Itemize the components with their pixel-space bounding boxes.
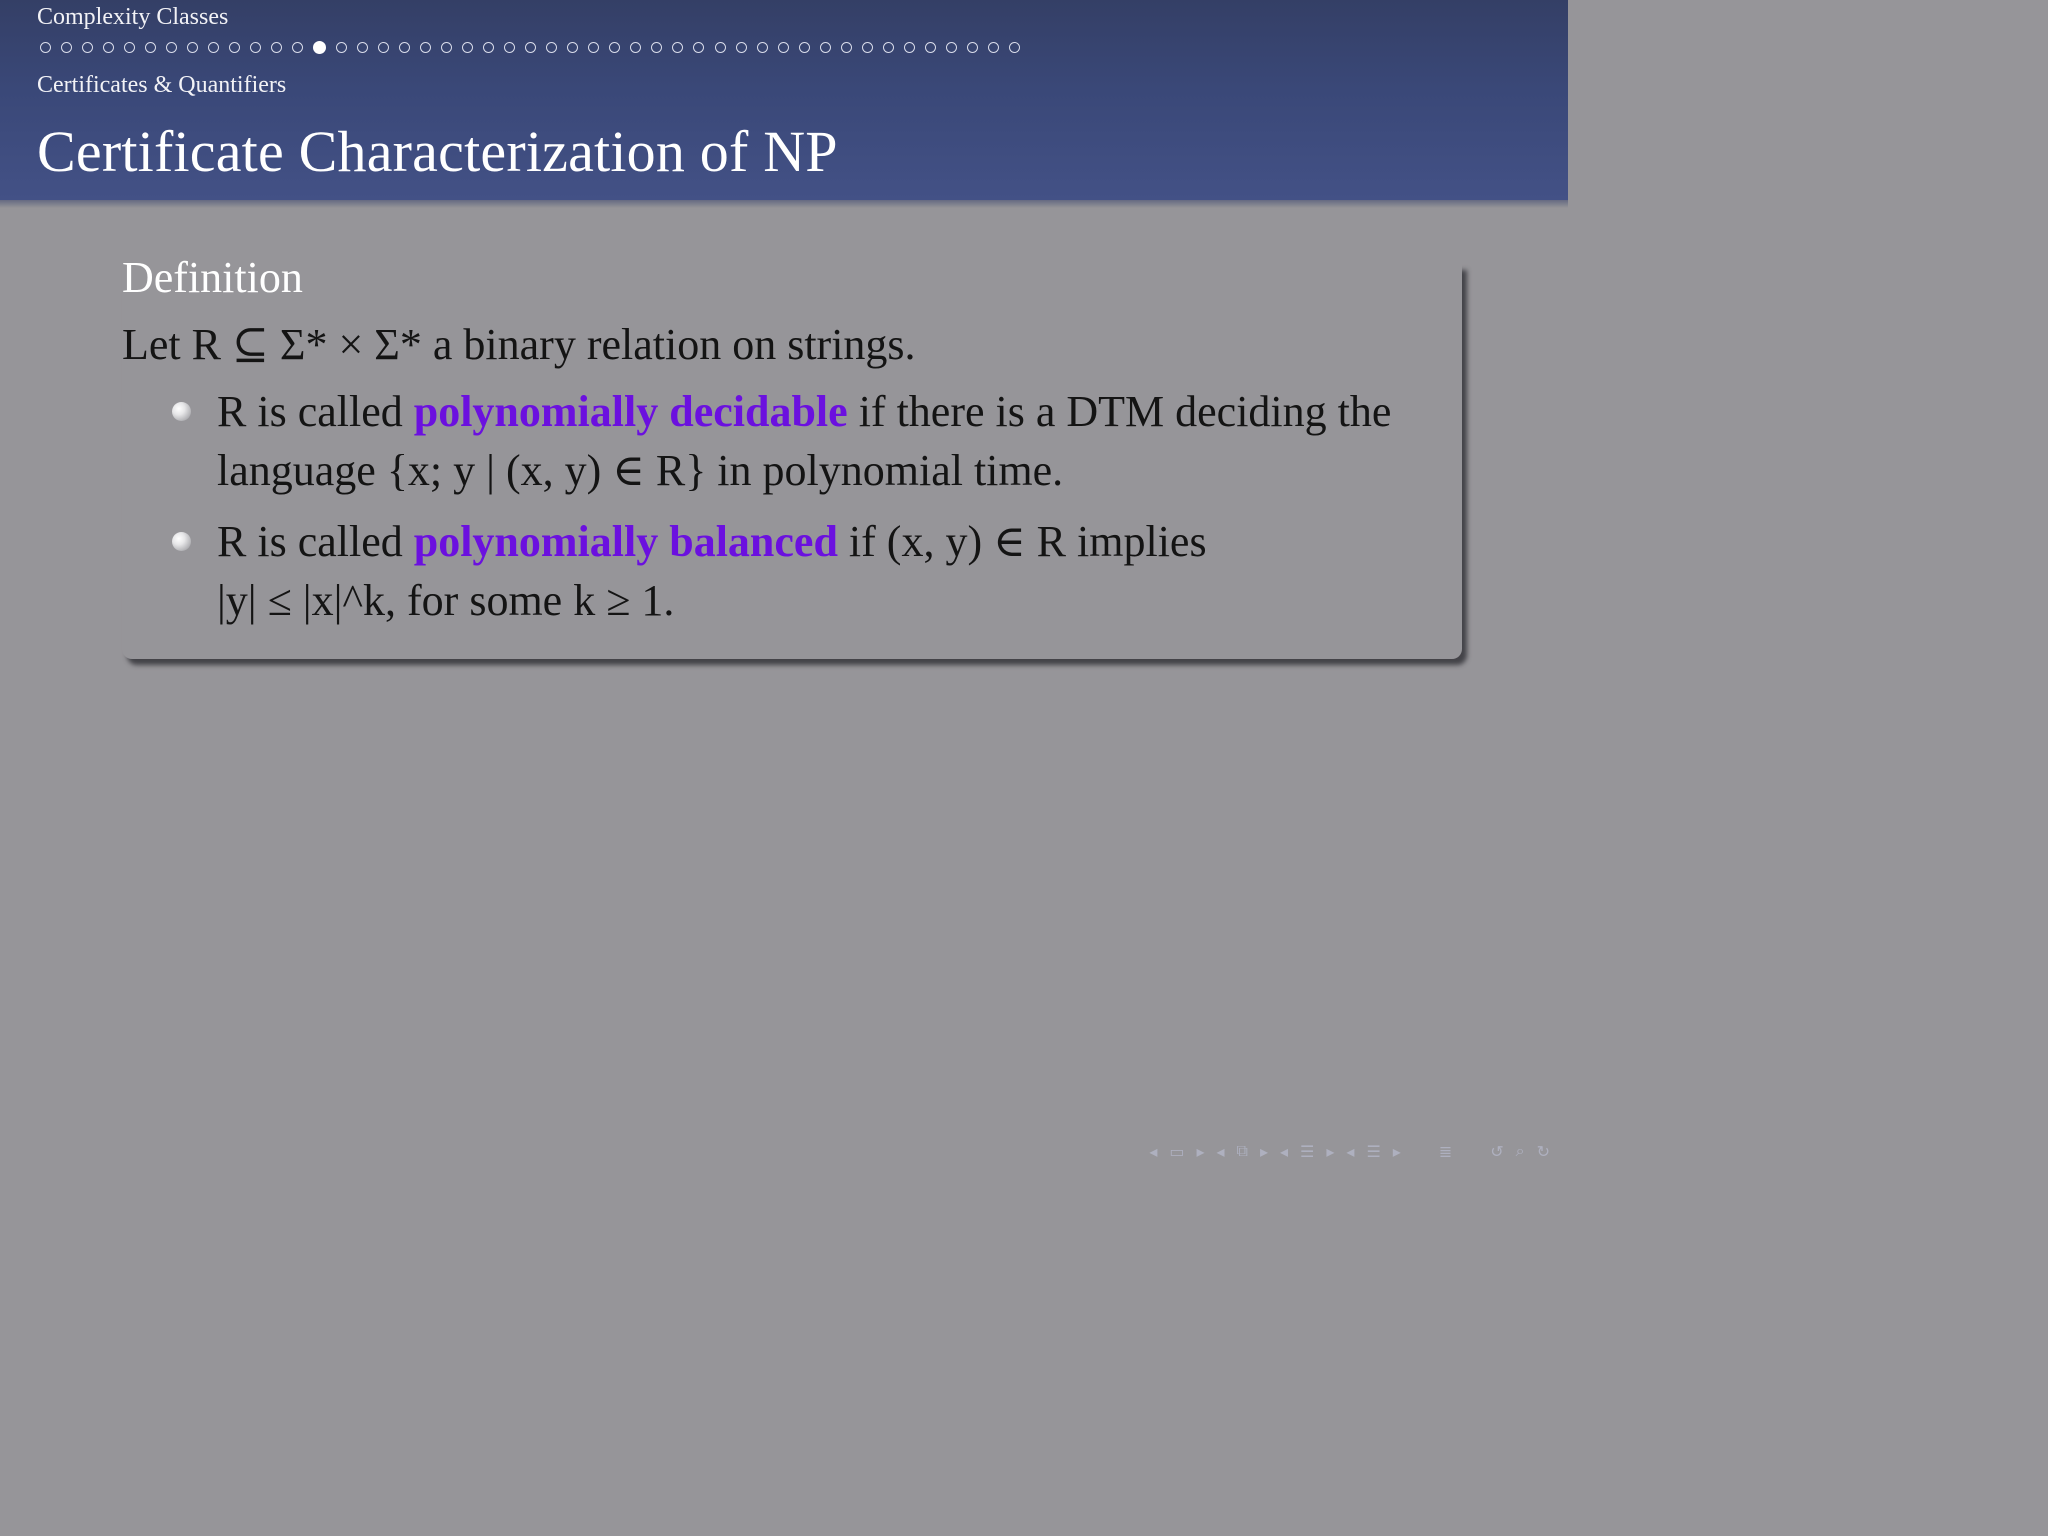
frame-dot[interactable] [1009,42,1020,53]
definition-block [122,253,1462,659]
frame-dot[interactable] [166,42,177,53]
search-icon[interactable]: ⌕ [1515,1141,1525,1160]
item-text-pre: R is called [217,387,414,436]
bullet-icon [172,402,191,421]
item-text-post: if there is a DTM deciding the [847,387,1392,436]
frame-dot[interactable] [672,42,683,53]
frame-dot[interactable] [103,42,114,53]
item-text-line2: language {x; y | (x, y) ∈ R} in polynomial time. [217,446,1064,495]
frame-dot[interactable] [946,42,957,53]
frame-dot[interactable] [799,42,810,53]
frame-dot[interactable] [715,42,726,53]
frame-dot[interactable] [736,42,747,53]
forward-icon[interactable]: ↻ [1536,1141,1550,1161]
alert-term: polynomially balanced [413,517,838,566]
toc-icon[interactable]: ≣ [1438,1141,1453,1161]
frame-dot[interactable] [145,42,156,53]
frame-dot[interactable] [124,42,135,53]
frame-dot[interactable] [925,42,936,53]
frame-dot[interactable] [483,42,494,53]
frame-dot[interactable] [82,42,93,53]
frame-dot[interactable] [630,42,641,53]
presentation-icon[interactable]: ☰ [1366,1141,1381,1161]
list-item [122,512,1462,630]
frame-navigation-dots [40,38,1020,56]
frame-dot[interactable] [862,42,873,53]
frame-dot[interactable] [229,42,240,53]
frame-dot[interactable] [40,42,51,53]
definition-list [122,382,1462,630]
frame-dot[interactable] [187,42,198,53]
frame-dot[interactable] [378,42,389,53]
next-subsection-icon[interactable]: ▸ [1259,1141,1268,1161]
frame-dot[interactable] [757,42,768,53]
definition-intro-text: Let R ⊆ Σ* × Σ* a binary relation on strings. [122,320,916,369]
item-text-pre: R is called [217,517,414,566]
back-icon[interactable]: ↺ [1490,1141,1504,1161]
frame-dot[interactable] [546,42,557,53]
next-section-icon[interactable]: ▸ [1326,1141,1335,1161]
frame-dot[interactable] [292,42,303,53]
prev-section-icon[interactable]: ◂ [1280,1141,1289,1161]
slide-header [0,0,1568,200]
frame-dot[interactable] [462,42,473,53]
frame-dot[interactable] [441,42,452,53]
frame-dot[interactable] [271,42,282,53]
frame-dot[interactable] [525,42,536,53]
prev-subsection-icon[interactable]: ◂ [1216,1141,1225,1161]
prev-presentation-icon[interactable]: ◂ [1346,1141,1355,1161]
frame-dot[interactable] [61,42,72,53]
frame-dot[interactable] [336,42,347,53]
definition-intro [122,318,1462,372]
frame-dot[interactable] [357,42,368,53]
next-frame-icon[interactable]: ▸ [1196,1141,1205,1161]
section-title[interactable]: Complexity Classes [37,4,229,30]
block-title: Definition [122,253,303,302]
frame-title: Certificate Characterization of NP [37,119,838,184]
section-icon[interactable]: ☰ [1300,1141,1315,1161]
bullet-icon [172,532,191,551]
subsection-title[interactable]: Certificates & Quantifiers [37,72,287,98]
item-text-line2: |y| ≤ |x|^k, for some k ≥ 1. [217,576,675,625]
frame-dot[interactable] [904,42,915,53]
frame-dot[interactable] [208,42,219,53]
current-frame-dot[interactable] [313,41,326,54]
next-presentation-icon[interactable]: ▸ [1392,1141,1401,1161]
item-text-post: if (x, y) ∈ R implies [837,517,1207,566]
frame-dot[interactable] [967,42,978,53]
frame-dot[interactable] [693,42,704,53]
frame-dot[interactable] [651,42,662,53]
frame-dot[interactable] [609,42,620,53]
frame-dot[interactable] [420,42,431,53]
frame-dot[interactable] [588,42,599,53]
frame-dot[interactable] [567,42,578,53]
prev-frame-icon[interactable]: ◂ [1149,1141,1158,1161]
frame-dot[interactable] [250,42,261,53]
frame-dot[interactable] [988,42,999,53]
alert-term: polynomially decidable [413,387,848,436]
frame-dot[interactable] [841,42,852,53]
frame-dot[interactable] [778,42,789,53]
frame-dot[interactable] [399,42,410,53]
beamer-navigation-bar [1149,1136,1550,1166]
frame-icon[interactable]: ▭ [1169,1141,1185,1161]
block-body [122,318,1462,642]
frame-dot[interactable] [504,42,515,53]
list-item [122,382,1462,500]
frame-dot[interactable] [820,42,831,53]
frame-dot[interactable] [883,42,894,53]
subsection-icon[interactable]: ⧉ [1236,1141,1248,1160]
